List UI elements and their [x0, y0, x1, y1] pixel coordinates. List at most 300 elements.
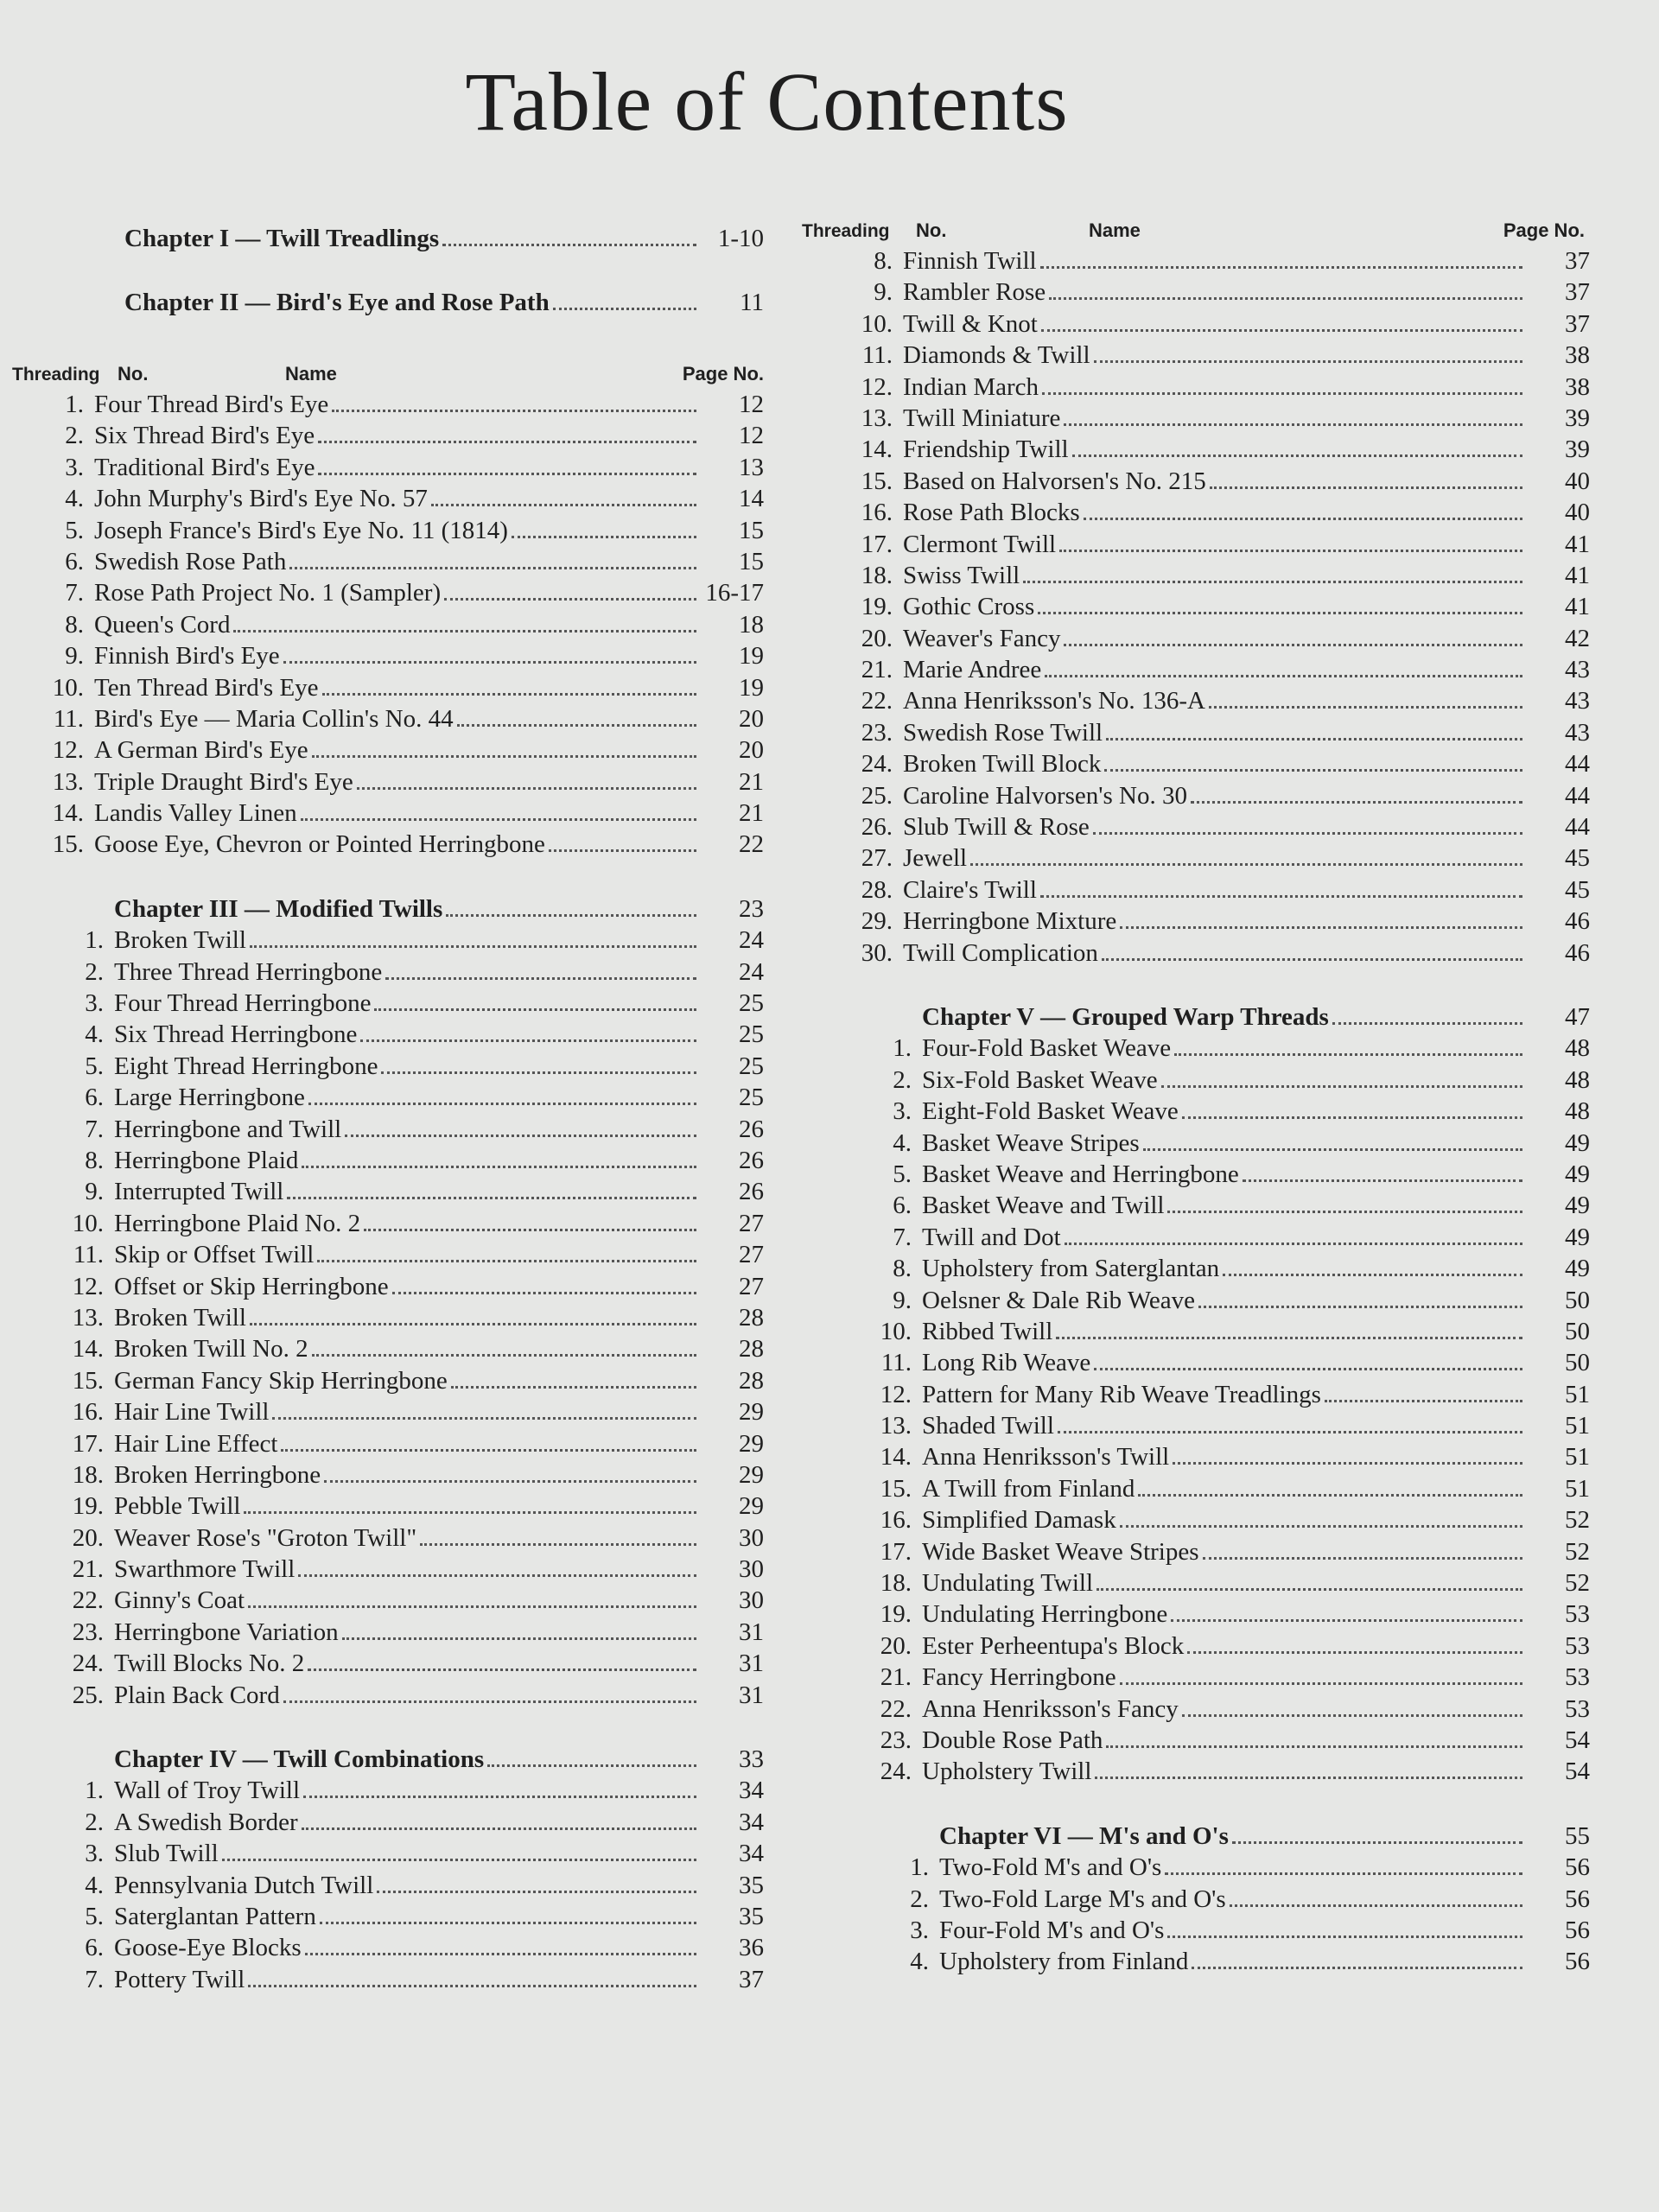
leader-dots [1182, 1714, 1522, 1717]
toc-entry [12, 640, 764, 671]
toc-entry [12, 1932, 764, 1963]
entry-page: 52 [1565, 1506, 1590, 1535]
entry-page: 48 [1565, 1034, 1590, 1063]
chapter-heading-row [12, 893, 764, 925]
toc-entry [12, 1239, 764, 1270]
entry-name: Rose Path Blocks [903, 499, 1080, 527]
toc-entry [12, 515, 764, 546]
entry-number: 11. [880, 1349, 912, 1377]
entry-name: Swiss Twill [903, 561, 1020, 589]
toc-entry [12, 1114, 764, 1145]
toc-entry [12, 1208, 764, 1239]
column-header-left [12, 351, 764, 389]
toc-entry [12, 1775, 764, 1806]
entry-name: Hair Line Twill [114, 1398, 270, 1427]
leader-dots [1065, 1243, 1522, 1245]
entry-page: 20 [739, 736, 764, 765]
leader-dots [308, 1669, 696, 1671]
entry-number: 4. [910, 1948, 929, 1976]
spacer [12, 861, 764, 893]
entry-page: 49 [1565, 1192, 1590, 1220]
entry-name: Landis Valley Linen [94, 799, 297, 828]
entry-name: Long Rib Weave [922, 1349, 1091, 1377]
entry-name: Simplified Damask [922, 1506, 1116, 1535]
entry-number: 10. [861, 309, 893, 338]
toc-entry [795, 1410, 1590, 1441]
entry-page: 40 [1565, 499, 1590, 527]
toc-entry [795, 1504, 1590, 1535]
toc-entry [795, 842, 1590, 874]
entry-number: 12. [52, 736, 84, 765]
entry-name: Joseph France's Bird's Eye No. 11 (1814) [94, 516, 508, 544]
toc-entry [795, 1946, 1590, 1977]
entry-page: 19 [739, 673, 764, 702]
entry-name: Large Herringbone [114, 1084, 305, 1112]
entry-name: Ribbed Twill [922, 1317, 1053, 1345]
entry-page: 25 [739, 1084, 764, 1112]
toc-entry [12, 1680, 764, 1711]
entry-page: 51 [1565, 1412, 1590, 1440]
leader-dots [312, 1354, 696, 1357]
entry-page: 22 [739, 830, 764, 859]
entry-number: 4. [65, 485, 84, 513]
entry-number: 14. [861, 435, 893, 464]
left-intro [12, 223, 764, 328]
chapter-heading-row [12, 1744, 764, 1775]
leader-dots [364, 1229, 696, 1231]
entry-page: 37 [1565, 309, 1590, 338]
entry-number: 28. [861, 875, 893, 904]
entry-page: 52 [1565, 1537, 1590, 1566]
entry-number: 27. [861, 844, 893, 873]
toc-entry [795, 623, 1590, 654]
entry-number: 10. [72, 1209, 104, 1237]
entry-name: Traditional Bird's Eye [94, 453, 315, 481]
toc-entry [12, 609, 764, 640]
entry-number: 8. [893, 1255, 912, 1283]
toc-entry [795, 685, 1590, 716]
toc-entry [12, 1807, 764, 1838]
toc-entry [795, 1662, 1590, 1693]
entry-page: 56 [1565, 1916, 1590, 1944]
entry-name: Swedish Rose Path [94, 547, 287, 575]
toc-entry [795, 1128, 1590, 1159]
leader-dots [317, 1260, 696, 1262]
entry-name: Rose Path Project No. 1 (Sampler) [94, 579, 442, 607]
entry-page: 43 [1565, 687, 1590, 715]
entry-number: 16. [861, 499, 893, 527]
entry-page: 43 [1565, 718, 1590, 747]
chapter-4-heading [12, 1744, 764, 1775]
entry-name: Pottery Twill [114, 1965, 245, 1993]
entry-name: Twill & Knot [903, 309, 1038, 338]
toc-entry [795, 1694, 1590, 1725]
header-no: No. [118, 363, 149, 385]
entry-name: Herringbone Plaid No. 2 [114, 1209, 361, 1237]
entry-number: 2. [65, 422, 84, 450]
entry-number: 13. [861, 404, 893, 432]
leader-dots [1084, 518, 1522, 520]
entry-name: Friendship Twill [903, 435, 1069, 464]
entry-name: Four-Fold M's and O's [939, 1916, 1165, 1944]
entry-page: 24 [739, 926, 764, 955]
leader-dots [342, 1637, 696, 1640]
toc-entry [12, 1964, 764, 1995]
entry-number: 26. [861, 813, 893, 842]
entry-number: 12. [880, 1380, 912, 1408]
entry-number: 21. [861, 656, 893, 684]
entry-page: 46 [1565, 907, 1590, 936]
entry-name: Six Thread Bird's Eye [94, 422, 315, 450]
toc-entry [795, 1567, 1590, 1599]
entry-page: 35 [739, 1902, 764, 1930]
entry-number: 8. [65, 610, 84, 639]
leader-dots [1040, 895, 1522, 898]
entry-page: 56 [1565, 1853, 1590, 1882]
entry-name: Ten Thread Bird's Eye [94, 673, 319, 702]
toc-entry [795, 1852, 1590, 1883]
leader-dots [1023, 581, 1522, 583]
toc-entry [795, 276, 1590, 308]
entry-page: 37 [1565, 278, 1590, 307]
entry-page: 54 [1565, 1726, 1590, 1754]
toc-entry [12, 1145, 764, 1176]
entry-number: 10. [52, 673, 84, 702]
entry-page: 27 [739, 1272, 764, 1300]
entry-name: Twill and Dot [922, 1223, 1061, 1251]
toc-entry [795, 1630, 1590, 1662]
entry-name: Six-Fold Basket Weave [922, 1065, 1158, 1094]
entry-number: 14. [72, 1335, 104, 1363]
entry-number: 2. [910, 1885, 929, 1913]
entry-page: 37 [1565, 247, 1590, 275]
chapter-6-heading [795, 1821, 1590, 1852]
entry-page: 53 [1565, 1694, 1590, 1723]
leader-dots [248, 1985, 696, 1987]
toc-entry [12, 1365, 764, 1396]
entry-name: Triple Draught Bird's Eye [94, 767, 353, 796]
toc-entry [795, 1065, 1590, 1096]
entry-number: 9. [65, 642, 84, 671]
leader-dots [512, 536, 696, 538]
leader-dots [1120, 1525, 1522, 1528]
entry-number: 9. [85, 1178, 104, 1206]
toc-entry [795, 1756, 1590, 1787]
chapter-3-list [12, 925, 764, 1711]
entry-number: 18. [72, 1460, 104, 1489]
toc-entry [795, 1915, 1590, 1946]
entry-name: Herringbone and Twill [114, 1115, 342, 1143]
entry-page: 51 [1565, 1474, 1590, 1503]
entry-name: German Fancy Skip Herringbone [114, 1366, 448, 1395]
leader-dots [549, 849, 696, 852]
page-title: Table of Contents [465, 55, 1069, 148]
leader-dots [1143, 1148, 1522, 1151]
entry-page: 50 [1565, 1286, 1590, 1314]
entry-page: 40 [1565, 467, 1590, 495]
entry-page: 46 [1565, 938, 1590, 967]
entry-number: 9. [893, 1286, 912, 1314]
entry-name: John Murphy's Bird's Eye No. 57 [94, 485, 428, 513]
entry-number: 2. [85, 957, 104, 986]
entry-name: Two-Fold Large M's and O's [939, 1885, 1226, 1913]
leader-dots [302, 1827, 696, 1830]
leader-dots [1210, 486, 1522, 489]
toc-entry [795, 1285, 1590, 1316]
leader-dots [1209, 706, 1522, 709]
entry-name: Herringbone Plaid [114, 1146, 299, 1174]
entry-name: Swarthmore Twill [114, 1555, 296, 1584]
entry-number: 1. [65, 391, 84, 418]
entry-name: Four Thread Bird's Eye [94, 391, 329, 418]
entry-page: 48 [1565, 1097, 1590, 1126]
leader-dots [431, 504, 696, 506]
leader-dots [374, 1008, 696, 1011]
entry-name: Pattern for Many Rib Weave Treadlings [922, 1380, 1321, 1408]
entry-name: Ginny's Coat [114, 1586, 245, 1615]
entry-page: 44 [1565, 813, 1590, 842]
entry-name: A Swedish Border [114, 1808, 298, 1836]
entry-number: 15. [52, 830, 84, 859]
entry-page: 16-17 [705, 579, 764, 607]
leader-dots [1167, 1936, 1522, 1938]
entry-page: 19 [739, 642, 764, 671]
entry-name: Basket Weave and Herringbone [922, 1160, 1239, 1188]
entry-number: 11. [53, 704, 84, 733]
toc-entry [795, 811, 1590, 842]
toc-entry [12, 1459, 764, 1491]
entry-number: 8. [85, 1146, 104, 1174]
toc-entry [795, 308, 1590, 340]
toc-entry [795, 906, 1590, 937]
entry-number: 1. [85, 926, 104, 955]
entry-page: 52 [1565, 1569, 1590, 1598]
entry-name: Rambler Rose [903, 278, 1046, 307]
leader-dots [244, 1511, 696, 1514]
leader-dots [1102, 958, 1522, 961]
entry-page: 48 [1565, 1065, 1590, 1094]
left-column [12, 223, 764, 1995]
entry-number: 1. [85, 1777, 104, 1805]
toc-entry [12, 1491, 764, 1522]
entry-page: 28 [739, 1303, 764, 1332]
entry-page: 44 [1565, 781, 1590, 810]
entry-name: Four-Fold Basket Weave [922, 1034, 1172, 1063]
toc-entry [795, 1536, 1590, 1567]
leader-dots [1064, 423, 1522, 426]
entry-name: Goose Eye, Chevron or Pointed Herringbone [94, 830, 545, 859]
entry-number: 24. [861, 750, 893, 779]
entry-page: 47 [1565, 1002, 1590, 1031]
entry-page: 26 [739, 1178, 764, 1206]
leader-dots [1232, 1841, 1522, 1844]
entry-number: 23. [880, 1726, 912, 1754]
entry-page: 41 [1565, 561, 1590, 589]
leader-dots [392, 1292, 696, 1294]
entry-page: 36 [739, 1934, 764, 1962]
entry-name: Swedish Rose Twill [903, 718, 1103, 747]
entry-name: Anna Henriksson's Twill [922, 1443, 1170, 1471]
chapter-4-list-left [12, 1775, 764, 1995]
entry-number: 17. [861, 530, 893, 558]
entry-name: Eight-Fold Basket Weave [922, 1097, 1179, 1126]
toc-entry [795, 780, 1590, 811]
entry-page: 49 [1565, 1255, 1590, 1283]
entry-page: 31 [739, 1618, 764, 1646]
leader-dots [970, 863, 1522, 866]
leader-dots [1191, 801, 1522, 804]
leader-dots [1182, 1116, 1522, 1119]
toc-entry [795, 717, 1590, 748]
entry-number: 11. [861, 341, 893, 370]
leader-dots [1106, 1745, 1522, 1748]
leader-dots [1059, 550, 1522, 552]
toc-entry [795, 1725, 1590, 1756]
header-name: Name [285, 363, 337, 385]
entry-number: 3. [893, 1097, 912, 1126]
entry-page: 45 [1565, 844, 1590, 873]
chapter-heading-row [12, 223, 764, 264]
entry-name: Pebble Twill [114, 1492, 241, 1521]
leader-dots [1049, 297, 1522, 300]
toc-entry [795, 497, 1590, 528]
entry-name: Broken Twill No. 2 [114, 1335, 308, 1363]
header-threading: Threading [12, 365, 100, 385]
entry-page: 13 [739, 453, 764, 481]
leader-dots [420, 1543, 696, 1546]
entry-name: Bird's Eye — Maria Collin's No. 44 [94, 704, 454, 733]
entry-name: Three Thread Herringbone [114, 957, 383, 986]
leader-dots [1038, 612, 1522, 614]
leader-dots [377, 1891, 696, 1893]
entry-page: 34 [739, 1840, 764, 1868]
leader-dots [272, 1417, 696, 1420]
toc-entry [795, 1253, 1590, 1284]
chapter-title: Chapter III — Modified Twills [114, 894, 443, 923]
entry-number: 7. [85, 1965, 104, 1993]
entry-page: 56 [1565, 1948, 1590, 1976]
entry-number: 17. [72, 1429, 104, 1458]
toc-entry [795, 1159, 1590, 1190]
entry-page: 41 [1565, 593, 1590, 621]
leader-dots [281, 1449, 696, 1452]
entry-number: 6. [893, 1192, 912, 1220]
leader-dots [1198, 1306, 1522, 1308]
entry-page: 23 [739, 894, 764, 923]
leader-dots [324, 1480, 696, 1483]
entry-number: 29. [861, 907, 893, 936]
leader-dots [283, 661, 696, 664]
entry-name: Interrupted Twill [114, 1178, 284, 1206]
entry-name: Offset or Skip Herringbone [114, 1272, 389, 1300]
leader-dots [1120, 926, 1522, 929]
entry-number: 6. [85, 1084, 104, 1112]
entry-page: 34 [739, 1808, 764, 1836]
entry-page: 30 [739, 1555, 764, 1584]
toc-entry [795, 1096, 1590, 1127]
entry-page: 31 [739, 1649, 764, 1678]
toc-entry [12, 1302, 764, 1333]
entry-number: 2. [893, 1065, 912, 1094]
entry-page: 51 [1565, 1443, 1590, 1471]
toc-entry [12, 798, 764, 829]
entry-page: 53 [1565, 1600, 1590, 1629]
entry-page: 21 [739, 767, 764, 796]
toc-entry [12, 1428, 764, 1459]
toc-entry [12, 829, 764, 860]
entry-page: 30 [739, 1586, 764, 1615]
chapter-4-list-right [795, 245, 1590, 969]
entry-number: 21. [880, 1663, 912, 1692]
leader-dots [318, 441, 696, 443]
leader-dots [1243, 1179, 1522, 1182]
entry-name: Broken Twill [114, 1303, 246, 1332]
entry-name: Four Thread Herringbone [114, 989, 372, 1018]
leader-dots [1056, 1337, 1522, 1339]
toc-entry [12, 925, 764, 956]
toc-entry [12, 1271, 764, 1302]
entry-name: Shaded Twill [922, 1412, 1054, 1440]
entry-page: 50 [1565, 1349, 1590, 1377]
toc-entry [12, 483, 764, 514]
toc-entry [795, 466, 1590, 497]
entry-name: Twill Complication [903, 938, 1098, 967]
header-threading: Threading [802, 221, 890, 241]
entry-name: Weaver's Fancy [903, 624, 1061, 652]
entry-page: 39 [1565, 404, 1590, 432]
spacer [12, 1711, 764, 1744]
leader-dots [345, 1135, 696, 1137]
entry-number: 3. [910, 1916, 929, 1944]
leader-dots [1120, 1682, 1522, 1685]
entry-page: 49 [1565, 1128, 1590, 1157]
entry-number: 17. [880, 1537, 912, 1566]
entry-name: Pennsylvania Dutch Twill [114, 1871, 374, 1899]
entry-page: 25 [739, 1052, 764, 1080]
entry-name: Undulating Twill [922, 1569, 1094, 1598]
leader-dots [487, 1764, 696, 1767]
chapter-2-list [12, 389, 764, 861]
entry-number: 10. [880, 1317, 912, 1345]
chapter-heading-row [795, 1821, 1590, 1852]
entry-page: 15 [739, 547, 764, 575]
entry-name: Upholstery Twill [922, 1758, 1092, 1786]
entry-name: Six Thread Herringbone [114, 1020, 358, 1049]
toc-entry [12, 1176, 764, 1207]
leader-dots [250, 1323, 696, 1325]
entry-page: 38 [1565, 372, 1590, 401]
entry-name: Marie Andree [903, 656, 1042, 684]
entry-name: Upholstery from Saterglantan [922, 1255, 1220, 1283]
entry-name: Skip or Offset Twill [114, 1241, 315, 1269]
entry-number: 20. [880, 1631, 912, 1660]
leader-dots [1104, 769, 1522, 772]
toc-entry [795, 591, 1590, 622]
leader-dots [446, 914, 696, 917]
entry-number: 4. [893, 1128, 912, 1157]
entry-number: 19. [861, 593, 893, 621]
entry-page: 29 [739, 1429, 764, 1458]
leader-dots [1187, 1651, 1522, 1654]
entry-page: 12 [739, 391, 764, 418]
entry-number: 14. [880, 1443, 912, 1471]
entry-page: 34 [739, 1777, 764, 1805]
entry-name: Broken Twill [114, 926, 246, 955]
entry-page: 26 [739, 1146, 764, 1174]
leader-dots [1203, 1557, 1522, 1560]
leader-dots [1332, 1022, 1522, 1025]
entry-page: 33 [739, 1745, 764, 1774]
